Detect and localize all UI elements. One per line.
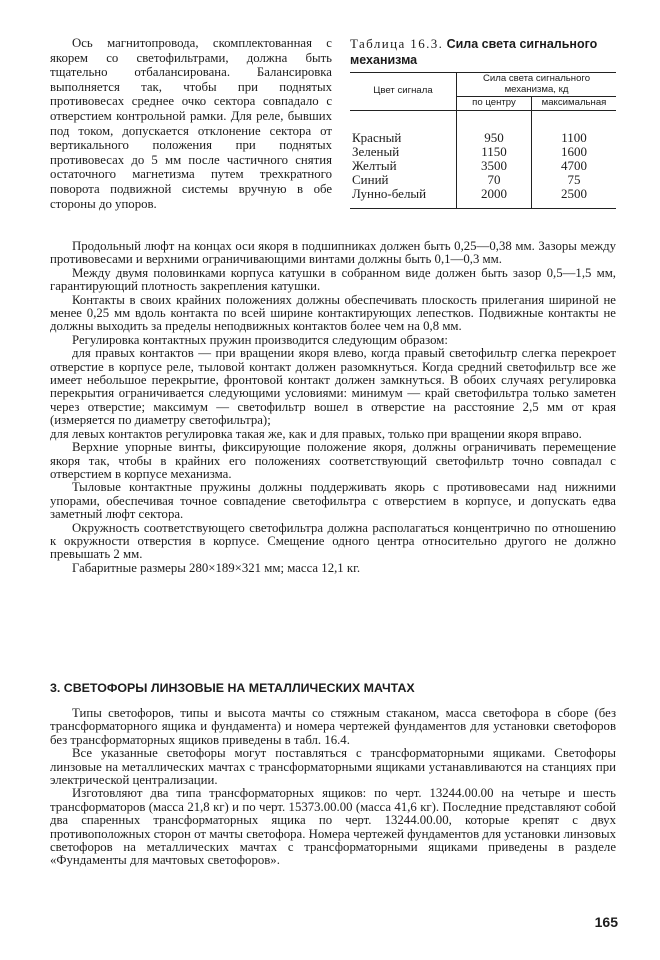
paragraph-right-contacts: для правых контактов — при вращении якоря влево, когда правый светофильтр слегка перекроет отверстие в корпусе реле, тыловой контакт должен разомкнуться. Когда средний светофильтр все же имеет небольшое перекрытие, фронтовой контакт должен замкнуться. В обоих случаях регулировка перекрытия ограничивается следующими условиями: минимум — край светофильтра только заметен через отверстие; максимум — светофильтр вошел в отверстие на расстояние 2,5 мм от края (измеряется по диаметру светофильтра); <box>50 346 616 428</box>
table-row <box>350 145 616 159</box>
row-max-value: 1600 <box>561 143 587 159</box>
luminous-intensity-table <box>350 72 616 209</box>
row-signal-name: Синий <box>350 173 457 187</box>
row-max-value: 75 <box>567 172 581 188</box>
paragraph-transformer-boxes: Все указанные светофоры могут поставляться с трансформаторными ящиками. Светофоры линзовые на металлических мачтах с трансформаторными ящиками устанавливаются на станциях при электрической централизации. <box>50 746 616 788</box>
col-header-center: по центру <box>457 97 532 111</box>
table-number: Таблица 16.3. <box>350 36 444 51</box>
row-signal-name: Красный <box>350 110 457 145</box>
col-header-group: Сила света сигнального механизма, кд <box>457 73 617 97</box>
paragraph-dimensions: Габаритные размеры 280×189×321 мм; масса 12,1 кг. <box>72 560 361 575</box>
paragraph-concentricity: Окружность соответствующего светофильтра должна располагаться концентрично по отношению к окружности отверстия в корпусе. Смещение одного центра относительно другого не должно превышать 2 мм. <box>50 520 616 562</box>
table-row <box>350 173 616 187</box>
row-max-value: 2500 <box>532 187 617 208</box>
row-center-value: 1150 <box>457 145 532 159</box>
paragraph-axial-play: Продольный люфт на концах оси якоря в подшипниках должен быть 0,25—0,38 мм. Зазоры между противовесами и верхними ограничивающими винтами должны быть 0,1—0,3 мм. <box>50 239 616 267</box>
row-center-value: 2000 <box>457 187 532 208</box>
row-center-value: 70 <box>457 173 532 187</box>
table-row <box>350 187 616 208</box>
paragraph-back-springs: Тыловые контактные пружины должны поддерживать якорь с противовесами над нижними упорами, обеспечивая точное совпадение светофильтра с отверстием в корпусе, и допускать едва заметный люфт сектора. <box>50 480 616 522</box>
intro-paragraph: Ось магнитопровода, скомплектованная с якорем со светофильтрами, должна быть тщательно отбалансирована. Балансировка выполняется так, чтобы при поднятых противовесах среднее очко сектора совпадало с отверстием контрольной рамки. Для реле, бывших под током, допускается отклонение сектора от вертикального положения при поднятых противовесах до 5 мм после частичного снятия остаточного магнетизма путем трехкратного поворота подвижной системы вручную в обе стороны до упоров. <box>50 36 332 211</box>
intro-column <box>50 36 332 211</box>
table-caption <box>350 36 616 68</box>
page-number: 165 <box>594 914 618 930</box>
row-center-value: 3500 <box>457 159 532 173</box>
table-row <box>350 159 616 173</box>
paragraph-contacts: Контакты в своих крайних положениях должны обеспечивать плоскость прилегания шириной не менее 0,25 мм вдоль контакта по всей ширине контактирующих лепестков. Подвижные контакты не должны выходить за пределы неподвижных контактов более чем на 0,8 мм. <box>50 292 616 334</box>
row-signal-name: Желтый <box>350 159 457 173</box>
table-title: Сила света сигнального механизма <box>350 37 598 67</box>
row-signal-name: Зеленый <box>350 145 457 159</box>
paragraph-box-types: Изготовляют два типа трансформаторных ящиков: по черт. 13244.00.00 на четыре и шесть трансформаторов (масса 21,8 кг) и по черт. 15373.00.00 (масса 41,6 кг). Последние представляют собой два спаренных трансформаторных ящика по черт. 13244.00.00, которые крепят с двух противоположных сторон от мачты светофора. Номера чертежей фундаментов для установки линзовых светофоров на металлических мачтах с трансформаторными ящиками приведены в разделе «Фундаменты для мачтовых светофоров». <box>50 786 616 868</box>
paragraph-coil-gap: Между двумя половинками корпуса катушки в собранном виде должен быть зазор 0,5—1,5 мм, гарантирующий плотность закрепления катушки. <box>50 265 616 294</box>
main-text <box>50 240 616 575</box>
table-row <box>350 110 616 145</box>
row-signal-name: Лунно-белый <box>350 187 457 208</box>
paragraph-left-contacts: для левых контактов регулировка такая же, как и для правых, только при вращении якоря вправо. <box>50 426 582 441</box>
row-center-value: 950 <box>457 110 532 145</box>
paragraph-signal-types: Типы светофоров, типы и высота мачты со стяжным стаканом, масса светофора в сборе (без трансформаторного ящика и фундамента) и номера чертежей фундаментов для установки светофоров без трансформаторных ящиков приведены в табл. 16.4. <box>50 706 616 747</box>
row-max-value: 1100 <box>561 129 587 145</box>
col-header-max: максимальная <box>532 97 617 111</box>
col-header-color: Цвет сигнала <box>350 73 457 111</box>
section-text <box>50 707 616 868</box>
section-heading: 3. СВЕТОФОРЫ ЛИНЗОВЫЕ НА МЕТАЛЛИЧЕСКИХ МАЧТАХ <box>50 681 415 695</box>
paragraph-stop-screws: Верхние упорные винты, фиксирующие положение якоря, должны ограничивать перемещение якоря так, чтобы в крайних его положениях соответствующий светофильтр точно совпадал с отверстием в корпусе механизма. <box>50 440 616 481</box>
paragraph-adjustment-intro: Регулировка контактных пружин производится следующим образом: <box>72 332 448 347</box>
table-16-3 <box>350 36 616 209</box>
row-max-value: 4700 <box>561 157 587 173</box>
